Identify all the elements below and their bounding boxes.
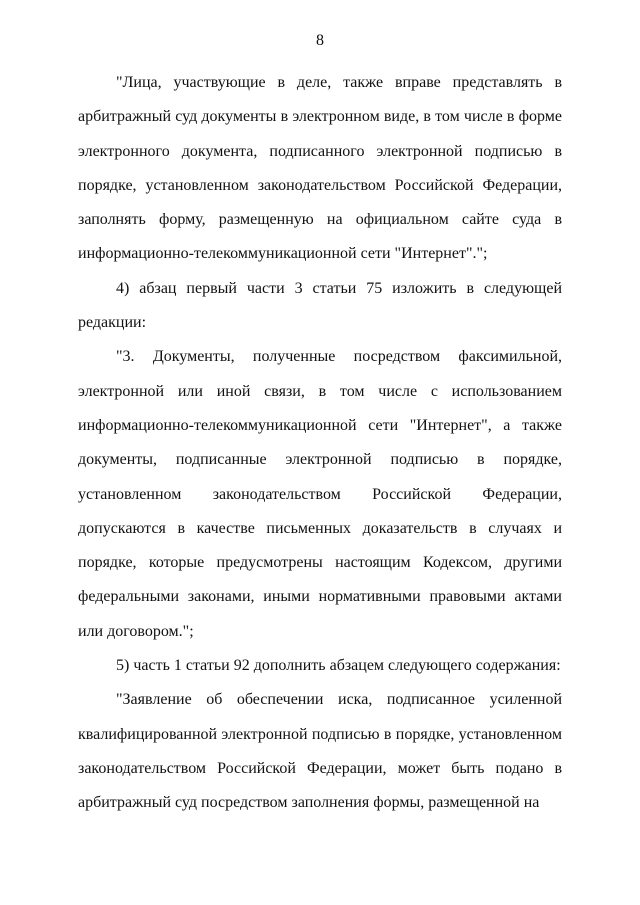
document-body	[78, 66, 562, 821]
paragraph-amendment-5: 5) часть 1 статьи 92 дополнить абзацем следующего содержания:	[116, 657, 561, 675]
paragraph-documents-evidence-quote: "3. Документы, полученные посредством факсимильной, электронной или иной связи, в том числе с использованием информационно-телекоммуникационной сети "Интернет", а также документы, подписанные электронной подписью в порядке, установленном законодательством Российской Федерации, допускаются в качестве письменных доказательств в случаях и порядке, которые предусмотрены настоящим Кодексом, другими федеральными законами, иными нормативными правовыми актами или договором.";	[78, 348, 562, 640]
paragraph-claim-security-quote: "Заявление об обеспечении иска, подписанное усиленной квалифицированной электронной подписью в порядке, установленном законодательством Российской Федерации, может быть подано в арбитражный суд посредством заполнения формы, размещенной на	[78, 691, 562, 812]
paragraph-electronic-documents-quote: "Лица, участвующие в деле, также вправе представлять в арбитражный суд документы в электронном виде, в том числе в форме электронного документа, подписанного электронной подписью в порядке, установленном законодательством Российской Федерации, заполнять форму, размещенную на официальном сайте суда в информационно-телекоммуникационной сети "Интернет".";	[78, 74, 562, 263]
paragraph-amendment-4: 4) абзац первый части 3 статьи 75 изложить в следующей редакции:	[78, 279, 562, 332]
page-number: 8	[316, 32, 324, 49]
